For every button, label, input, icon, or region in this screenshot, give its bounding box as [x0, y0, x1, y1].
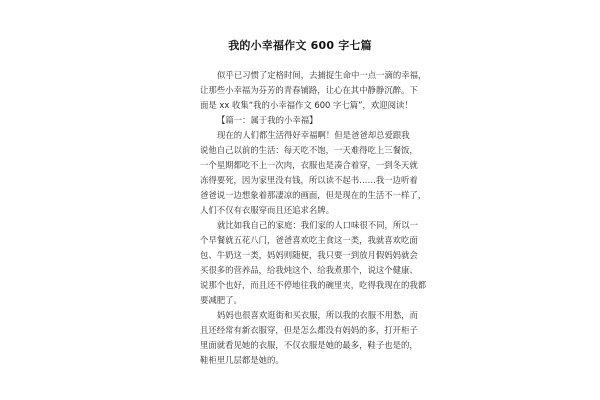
- text-line: 买很多的营养品，给我炖这个、给我煮那个，说这个健康、: [200, 265, 418, 275]
- section-heading-text: 【篇一：属于我的小幸福】: [217, 115, 318, 125]
- text-line: 似乎已习惯了定格时间，去捕捉生命中一点一滴的幸福，: [217, 70, 427, 80]
- text-line: 就比如我自己的家庭：我们家的人口味很不同，所以一: [217, 220, 418, 230]
- text-line: 说他自己以前的生活：每天吃不饱，一天难得吃上三餐饭，: [200, 145, 418, 155]
- paragraph-3: [200, 308, 418, 368]
- text-line: 要减肥了。: [200, 295, 242, 305]
- text-line: 说那个也好，而且还不停地往我的碗里夹，吃得我现在的我都: [200, 280, 427, 290]
- text-line: 妈妈也很喜欢逛街和买衣服，所以我的衣服不用愁，而: [217, 310, 418, 320]
- text-line: 一个星期都吃不上一次肉，衣服也是凑合着穿，一到冬天就: [200, 160, 418, 170]
- text-line: 现在的人们都生活得好幸福啊！但是爸爸却总爱跟我: [217, 130, 410, 140]
- document-body: [200, 68, 427, 368]
- text-line: 里面就看见她的衣服，不仅衣服是她的最多，鞋子也是的，: [200, 340, 418, 350]
- text-line: 人们不仅有衣服穿而且还追求名牌。: [200, 205, 334, 215]
- text-line: 个早餐就五花八门，爸爸喜欢吃主食这一类，我就喜欢吃面: [200, 235, 418, 245]
- document-title: 我的小幸福作文 600 字七篇: [228, 39, 372, 52]
- paragraph-2: [200, 218, 427, 308]
- text-line: 冻得要死，因为家里没有钱，所以读不起书……我一边听着: [200, 175, 418, 185]
- text-line: 包、牛奶这一类，妈妈则随便，我只要一到放月假妈妈就会: [200, 250, 418, 260]
- text-line: 鞋柜里几层都是她的。: [200, 355, 284, 365]
- paragraph-intro: [200, 68, 427, 113]
- text-line: 面是 xx 收集“我的小幸福作文 600 字七篇”，欢迎阅读！: [200, 100, 413, 110]
- text-line: 让那些小幸福为芬芳的青春铺路，让心在其中静静沉醉。下: [200, 85, 418, 95]
- section-heading: [200, 113, 404, 128]
- text-line: 且还经常有新衣服穿，但是怎么都没有妈妈的多，打开柜子: [200, 325, 418, 335]
- paragraph-1: [200, 128, 427, 218]
- text-line: 爸爸说一边想象着那凄凉的画面，但是现在的生活不一样了，: [200, 190, 427, 200]
